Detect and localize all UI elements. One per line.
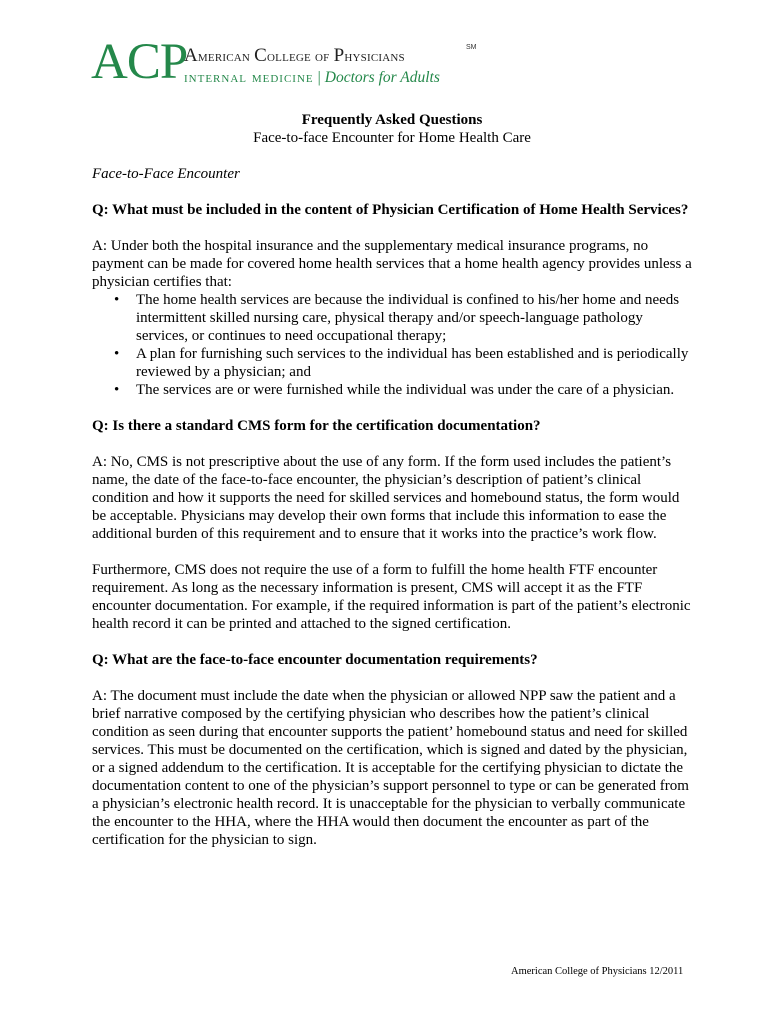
answer-3: A: The document must include the date when the physician or allowed NPP saw the patient and a brief narrative composed by the certifying physician who describes how the patient’s clinical condition as seen during that encounter supports the patient’ homebound status and need for skilled services. This must be documented on the certification, which is signed and dated by the physician, or a signed addendum to the certification. It is acceptable for the certifying physician to dictate the documentation content to one of the physician’s support personnel to type or can be generated from a physician’s electronic health record. It is unacceptable for the physician to verbally communicate the encounter to the HHA, where the HHA would then document the encounter as part of the certification for the physician to sign.	[92, 688, 689, 848]
document-title: Frequently Asked Questions	[301, 112, 483, 128]
logo-organization-name: American College of Physicians	[184, 45, 405, 66]
logo-acp-mark: ACP	[91, 34, 188, 90]
answer-1-list	[92, 291, 692, 399]
answer-1-intro: A: Under both the hospital insurance and the supplementary medical insurance programs, no payment can be made for covered home health services that a home health agency provides unless a physician certifies that:	[92, 238, 692, 290]
answer-2-paragraph-1: A: No, CMS is not prescriptive about the use of any form. If the form used includes the patient’s name, the date of the face-to-face encounter, the physician’s description of patient’s clinical condition and how it supports the need for skilled services and homebound status, the form would be acceptable. Physicians may develop their own forms that include this information to ease the additional burden of this requirement and to ensure that it works into the practice’s work flow.	[92, 454, 680, 542]
list-item: • A plan for furnishing such services to the individual has been established and is periodically reviewed by a physician; and	[136, 345, 692, 381]
logo-tagline: internal medicine | Doctors for Adults	[184, 69, 440, 86]
logo-service-mark: SM	[466, 44, 477, 51]
page-footer: American College of Physicians 12/2011	[511, 966, 684, 977]
question-1: Q: What must be included in the content of Physician Certification of Home Health Services?	[92, 202, 689, 218]
question-2: Q: Is there a standard CMS form for the certification documentation?	[92, 418, 541, 434]
section-heading: Face-to-Face Encounter	[92, 166, 240, 182]
document-subtitle: Face-to-face Encounter for Home Health Care	[253, 130, 531, 146]
document-body	[92, 111, 692, 849]
question-3: Q: What are the face-to-face encounter documentation requirements?	[92, 652, 538, 668]
answer-2-paragraph-2: Furthermore, CMS does not require the use of a form to fulfill the home health FTF encounter requirement. As long as the necessary information is present, CMS will accept it as the FTF encounter documentation. For example, if the required information is part of the patient’s electronic health record it can be printed and attached to the signed certification.	[92, 562, 691, 632]
list-item: • The home health services are because the individual is confined to his/her home and needs intermittent skilled nursing care, physical therapy and/or speech-language pathology services, or continues to need occupational therapy;	[136, 291, 692, 345]
list-item: • The services are or were furnished while the individual was under the care of a physician.	[136, 381, 692, 399]
